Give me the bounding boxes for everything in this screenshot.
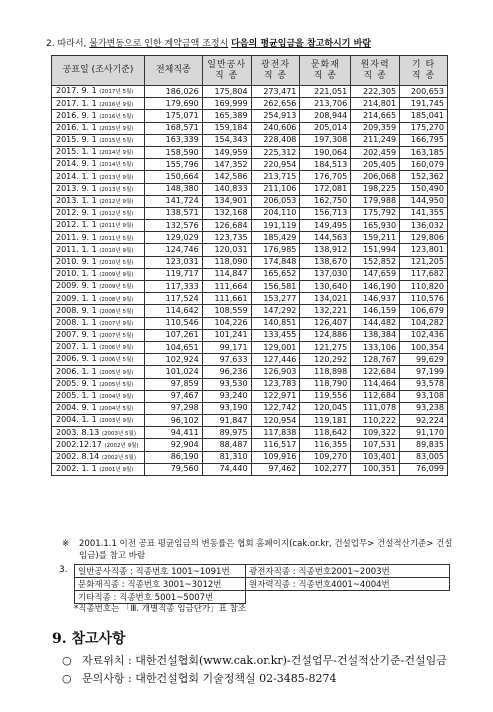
table-row	[52, 281, 448, 293]
table-row	[52, 98, 448, 110]
intro-line	[46, 36, 371, 49]
wage-cell: 132,221	[300, 305, 351, 317]
date-cell: 2016. 1. 1 (2015년 9월)	[52, 122, 145, 134]
wage-cell: 97,298	[144, 402, 202, 414]
wage-cell: 123,735	[202, 232, 251, 244]
wage-cell: 133,455	[251, 329, 300, 341]
wage-cell: 104,651	[144, 341, 202, 353]
wage-cell: 93,108	[400, 390, 448, 402]
wage-cell: 240,606	[251, 122, 300, 134]
wage-cell: 147,292	[251, 305, 300, 317]
wage-cell: 88,487	[202, 439, 251, 451]
wage-cell: 114,847	[202, 268, 251, 280]
wage-cell: 109,322	[351, 427, 400, 439]
wage-cell: 129,001	[251, 341, 300, 353]
wage-cell: 117,524	[144, 293, 202, 305]
wage-cell: 109,270	[300, 451, 351, 463]
wage-cell: 103,401	[351, 451, 400, 463]
wage-cell: 152,362	[400, 171, 448, 183]
wage-cell: 118,790	[300, 378, 351, 390]
wage-cell: 99,171	[202, 341, 251, 353]
wage-cell: 149,495	[300, 220, 351, 232]
table-row	[52, 256, 448, 268]
wage-cell: 102,924	[144, 354, 202, 366]
wage-cell: 126,903	[251, 366, 300, 378]
wage-cell: 169,999	[202, 98, 251, 110]
wage-cell: 190,064	[300, 146, 351, 158]
wage-cell: 205,405	[351, 159, 400, 171]
wage-cell: 184,513	[300, 159, 351, 171]
table-row	[52, 366, 448, 378]
wage-cell: 152,852	[351, 256, 400, 268]
wage-cell: 130,640	[300, 281, 351, 293]
code-cell: 광전자직종 : 직종번호2001~2003번	[246, 565, 450, 578]
wage-cell: 144,482	[351, 317, 400, 329]
wage-cell: 138,912	[300, 244, 351, 256]
wage-cell: 120,954	[251, 415, 300, 427]
table-row	[52, 110, 448, 122]
wage-cell: 159,211	[351, 232, 400, 244]
code-cell: 기타직종 : 직종번호 5001~5007번	[75, 591, 246, 604]
wage-cell: 101,024	[144, 366, 202, 378]
wage-cell: 111,078	[351, 402, 400, 414]
wage-cell: 97,199	[400, 366, 448, 378]
wage-cell: 74,440	[202, 463, 251, 475]
table-row	[52, 268, 448, 280]
wage-cell: 172,081	[300, 183, 351, 195]
wage-cell: 108,559	[202, 305, 251, 317]
wage-cell: 144,563	[300, 232, 351, 244]
wage-cell: 154,343	[202, 134, 251, 146]
wage-cell: 86,190	[144, 451, 202, 463]
wage-cell: 91,170	[400, 427, 448, 439]
wage-cell: 122,684	[351, 366, 400, 378]
wage-cell: 214,665	[351, 110, 400, 122]
date-cell: 2015. 9. 1 (2015년 5월)	[52, 134, 145, 146]
bullet-icon: ○	[62, 654, 72, 667]
wage-cell: 120,045	[300, 402, 351, 414]
wage-cell: 136,032	[400, 220, 448, 232]
date-cell: 2016. 9. 1 (2016년 5월)	[52, 110, 145, 122]
wage-cell: 116,517	[251, 439, 300, 451]
wage-cell: 162,750	[300, 195, 351, 207]
table-row	[75, 578, 450, 591]
wage-cell: 93,578	[400, 378, 448, 390]
wage-cell: 119,181	[300, 415, 351, 427]
wage-cell: 83,005	[400, 451, 448, 463]
date-cell: 2012. 9. 1 (2012년 5월)	[52, 207, 145, 219]
wage-cell: 126,407	[300, 317, 351, 329]
wage-cell: 117,682	[400, 268, 448, 280]
wage-cell: 94,411	[144, 427, 202, 439]
wage-cell: 92,904	[144, 439, 202, 451]
table-row	[52, 439, 448, 451]
table-row	[52, 134, 448, 146]
code-cell: 일반공사직종 : 직종번호 1001~1091번	[75, 565, 246, 578]
table-row	[52, 451, 448, 463]
date-cell: 2010. 1. 1 (2009년 9월)	[52, 268, 145, 280]
wage-cell: 220,954	[251, 159, 300, 171]
wage-cell: 119,556	[300, 390, 351, 402]
wage-cell: 205,014	[300, 122, 351, 134]
date-cell: 2017. 1. 1 (2016년 9월)	[52, 98, 145, 110]
reference-text: 문의사항 : 대한건설협회 기술정책실 02-3485-8274	[82, 672, 337, 685]
average-wage-table	[51, 55, 448, 476]
wage-cell: 206,053	[251, 195, 300, 207]
code-cell: 문화재직종 : 직종번호 3001~3012번	[75, 578, 246, 591]
wage-cell: 121,205	[400, 256, 448, 268]
wage-cell: 140,833	[202, 183, 251, 195]
wage-cell: 122,971	[251, 390, 300, 402]
date-cell: 2010. 9. 1 (2010년 5월)	[52, 256, 145, 268]
wage-cell: 273,471	[251, 86, 300, 98]
wage-cell: 129,029	[144, 232, 202, 244]
wage-cell: 110,576	[400, 293, 448, 305]
date-cell: 2006. 1. 1 (2005년 9월)	[52, 366, 145, 378]
wage-cell: 141,355	[400, 207, 448, 219]
date-cell: 2006. 9. 1 (2006년 5월)	[52, 354, 145, 366]
wage-cell: 151,994	[351, 244, 400, 256]
wage-cell: 120,292	[300, 354, 351, 366]
wage-cell: 119,717	[144, 268, 202, 280]
wage-cell: 109,916	[251, 451, 300, 463]
wage-cell: 124,746	[144, 244, 202, 256]
wage-cell: 104,282	[400, 317, 448, 329]
wage-cell: 175,792	[351, 207, 400, 219]
wage-cell: 254,913	[251, 110, 300, 122]
date-cell: 2002. 1. 1 (2001년 9월)	[52, 463, 145, 475]
wage-cell: 129,806	[400, 232, 448, 244]
table-row	[52, 402, 448, 414]
wage-cell: 211,249	[351, 134, 400, 146]
wage-cell: 165,652	[251, 268, 300, 280]
table-row	[52, 232, 448, 244]
wage-cell: 165,930	[351, 220, 400, 232]
wage-cell: 97,467	[144, 390, 202, 402]
wage-cell: 221,051	[300, 86, 351, 98]
table-row	[52, 220, 448, 232]
table-row	[52, 195, 448, 207]
reference-item	[62, 652, 447, 668]
date-cell: 2013. 1. 1 (2012년 9월)	[52, 195, 145, 207]
wage-cell: 99,629	[400, 354, 448, 366]
wage-cell: 126,684	[202, 220, 251, 232]
wage-cell: 160,079	[400, 159, 448, 171]
table-row	[52, 305, 448, 317]
wage-cell: 81,310	[202, 451, 251, 463]
date-cell: 2011. 1. 1 (2010년 9월)	[52, 244, 145, 256]
table-row	[52, 86, 448, 98]
wage-cell: 123,783	[251, 378, 300, 390]
wage-cell: 214,801	[351, 98, 400, 110]
wage-cell: 202,459	[351, 146, 400, 158]
wage-cell: 138,670	[300, 256, 351, 268]
date-cell: 2005. 9. 1 (2005년 5월)	[52, 378, 145, 390]
date-cell: 2005. 1. 1 (2004년 9월)	[52, 390, 145, 402]
wage-cell: 118,090	[202, 256, 251, 268]
wage-cell: 127,446	[251, 354, 300, 366]
wage-cell: 155,796	[144, 159, 202, 171]
wage-cell: 97,633	[202, 354, 251, 366]
wage-cell: 174,848	[251, 256, 300, 268]
wage-cell: 116,355	[300, 439, 351, 451]
wage-cell: 163,185	[400, 146, 448, 158]
wage-cell: 96,236	[202, 366, 251, 378]
wage-cell: 213,715	[251, 171, 300, 183]
wage-cell: 148,380	[144, 183, 202, 195]
wage-cell: 186,026	[144, 86, 202, 98]
table-row	[52, 463, 448, 475]
wage-cell: 121,275	[300, 341, 351, 353]
date-cell: 2007. 1. 1 (2006년 9월)	[52, 341, 145, 353]
intro-bold: 다음의 평균임금을 참고하시기 바람	[231, 39, 371, 49]
date-cell: 2007. 9. 1 (2007년 5월)	[52, 329, 145, 341]
wage-cell: 191,119	[251, 220, 300, 232]
wage-cell: 106,679	[400, 305, 448, 317]
wage-cell: 132,576	[144, 220, 202, 232]
wage-cell: 110,820	[400, 281, 448, 293]
header-electronics: 광전자 직 종	[251, 56, 300, 86]
table-row	[52, 390, 448, 402]
date-cell: 2013. 9. 1 (2013년 5월)	[52, 183, 145, 195]
section3-number: 3.	[59, 565, 68, 575]
wage-cell: 93,238	[400, 402, 448, 414]
wage-cell: 107,531	[351, 439, 400, 451]
wage-cell: 133,106	[351, 341, 400, 353]
wage-cell: 137,030	[300, 268, 351, 280]
job-code-table	[74, 564, 450, 604]
header-all: 전체직종	[144, 56, 202, 86]
wage-cell: 146,159	[351, 305, 400, 317]
wage-cell: 222,305	[351, 86, 400, 98]
date-cell: 2014. 9. 1 (2014년 5월)	[52, 159, 145, 171]
wage-cell: 185,429	[251, 232, 300, 244]
table-row	[52, 341, 448, 353]
wage-cell: 100,351	[351, 463, 400, 475]
wage-cell: 165,389	[202, 110, 251, 122]
wage-cell: 122,742	[251, 402, 300, 414]
wage-cell: 175,071	[144, 110, 202, 122]
wage-cell: 107,261	[144, 329, 202, 341]
date-cell: 2009. 9. 1 (2009년 5월)	[52, 281, 145, 293]
table-header-row	[52, 56, 448, 86]
table-row	[52, 146, 448, 158]
date-cell: 2017. 9. 1 (2017년 5월)	[52, 86, 145, 98]
wage-cell: 97,462	[251, 463, 300, 475]
wage-cell: 179,690	[144, 98, 202, 110]
note-text: 2001.1.1 이전 공표 평균임금의 변동률은 협회 홈페이지(cak.or.kr, 건설업무> 건설적산기준> 건설임금)를 참고 바람	[79, 539, 453, 561]
wage-cell: 176,985	[251, 244, 300, 256]
wage-cell: 185,041	[400, 110, 448, 122]
table-row	[52, 207, 448, 219]
wage-cell: 208,944	[300, 110, 351, 122]
date-cell: 2008. 1. 1 (2007년 9월)	[52, 317, 145, 329]
bullet-icon: ○	[62, 672, 72, 685]
wage-cell: 114,642	[144, 305, 202, 317]
wage-cell: 118,642	[300, 427, 351, 439]
table-row	[52, 427, 448, 439]
wage-cell: 209,359	[351, 122, 400, 134]
wage-cell: 144,950	[400, 195, 448, 207]
header-heritage: 문화재 직 종	[300, 56, 351, 86]
wage-cell: 147,659	[351, 268, 400, 280]
table-row	[52, 122, 448, 134]
wage-cell: 117,333	[144, 281, 202, 293]
wage-cell: 111,664	[202, 281, 251, 293]
table-row	[52, 354, 448, 366]
wage-cell: 96,102	[144, 415, 202, 427]
wage-cell: 101,241	[202, 329, 251, 341]
code-footnote: *직종번호는 「Ⅲ. 개별직종 임금단가」표 참조	[74, 604, 246, 614]
wage-cell: 228,408	[251, 134, 300, 146]
wage-cell: 159,184	[202, 122, 251, 134]
wage-cell: 158,590	[144, 146, 202, 158]
header-general: 일반공사 직 종	[202, 56, 251, 86]
wage-cell: 117,838	[251, 427, 300, 439]
date-cell: 2004. 9. 1 (2004년 5월)	[52, 402, 145, 414]
wage-cell: 97,859	[144, 378, 202, 390]
wage-cell: 197,308	[300, 134, 351, 146]
wage-cell: 79,560	[144, 463, 202, 475]
wage-cell: 134,021	[300, 293, 351, 305]
date-cell: 2015. 1. 1 (2014년 9월)	[52, 146, 145, 158]
table-row	[75, 565, 450, 578]
empty-cell	[246, 591, 450, 604]
wage-cell: 213,706	[300, 98, 351, 110]
wage-cell: 146,937	[351, 293, 400, 305]
intro-underlined: 물가변동으로 인한 계약금액 조정시	[89, 39, 229, 49]
table-row	[52, 317, 448, 329]
wage-cell: 89,975	[202, 427, 251, 439]
table-row	[52, 378, 448, 390]
date-cell: 2009. 1. 1 (2008년 9월)	[52, 293, 145, 305]
wage-cell: 166,795	[400, 134, 448, 146]
date-cell: 2008. 9. 1 (2008년 5월)	[52, 305, 145, 317]
wage-cell: 102,277	[300, 463, 351, 475]
wage-cell: 92,224	[400, 415, 448, 427]
intro-prefix: 2. 따라서,	[46, 39, 90, 49]
code-cell: 원자력직종 : 직종번호4001~4004번	[246, 578, 450, 591]
header-date: 공표일 (조사기준)	[52, 56, 145, 86]
wage-cell: 175,270	[400, 122, 448, 134]
reference-item	[62, 670, 337, 686]
table-row	[52, 329, 448, 341]
wage-cell: 150,664	[144, 171, 202, 183]
wage-cell: 204,110	[251, 207, 300, 219]
table-row	[52, 159, 448, 171]
wage-cell: 112,684	[351, 390, 400, 402]
wage-cell: 123,801	[400, 244, 448, 256]
wage-cell: 120,031	[202, 244, 251, 256]
table-row	[52, 415, 448, 427]
wage-cell: 156,713	[300, 207, 351, 219]
date-cell: 2011. 9. 1 (2011년 5월)	[52, 232, 145, 244]
date-cell: 2002. 8.14 (2002년 5월)	[52, 451, 145, 463]
wage-cell: 179,988	[351, 195, 400, 207]
wage-cell: 110,546	[144, 317, 202, 329]
wage-cell: 149,959	[202, 146, 251, 158]
wage-cell: 118,898	[300, 366, 351, 378]
wage-cell: 142,586	[202, 171, 251, 183]
wage-cell: 134,901	[202, 195, 251, 207]
wage-cell: 91,847	[202, 415, 251, 427]
wage-cell: 156,581	[251, 281, 300, 293]
wage-cell: 93,190	[202, 402, 251, 414]
table-row	[52, 183, 448, 195]
wage-cell: 93,530	[202, 378, 251, 390]
header-other: 기 타 직 종	[400, 56, 448, 86]
date-cell: 2004. 1. 1 (2003년 9월)	[52, 415, 145, 427]
wage-cell: 132,168	[202, 207, 251, 219]
wage-cell: 176,705	[300, 171, 351, 183]
wage-cell: 150,490	[400, 183, 448, 195]
header-nuclear: 원자력 직 종	[351, 56, 400, 86]
wage-cell: 138,384	[351, 329, 400, 341]
wage-cell: 110,222	[351, 415, 400, 427]
wage-cell: 147,352	[202, 159, 251, 171]
wage-cell: 89,835	[400, 439, 448, 451]
wage-cell: 102,436	[400, 329, 448, 341]
wage-cell: 111,661	[202, 293, 251, 305]
wage-cell: 206,068	[351, 171, 400, 183]
note-mark: ※	[62, 539, 70, 549]
wage-cell: 138,571	[144, 207, 202, 219]
wage-cell: 175,804	[202, 86, 251, 98]
section9-title: 9. 참고사항	[52, 631, 126, 647]
wage-cell: 124,886	[300, 329, 351, 341]
wage-cell: 200,653	[400, 86, 448, 98]
wage-cell: 153,277	[251, 293, 300, 305]
date-cell: 2012. 1. 1 (2011년 9월)	[52, 220, 145, 232]
wage-cell: 191,745	[400, 98, 448, 110]
date-cell: 2014. 1. 1 (2013년 9월)	[52, 171, 145, 183]
wage-cell: 128,767	[351, 354, 400, 366]
reference-text: 자료위치 : 대한건설협회(www.cak.or.kr)-건설업무-건설적산기준-건설임금	[82, 654, 447, 667]
table-row	[52, 244, 448, 256]
wage-cell: 114,464	[351, 378, 400, 390]
wage-cell: 140,851	[251, 317, 300, 329]
wage-cell: 211,106	[251, 183, 300, 195]
wage-cell: 163,339	[144, 134, 202, 146]
wage-cell: 225,312	[251, 146, 300, 158]
wage-cell: 168,571	[144, 122, 202, 134]
wage-cell: 123,031	[144, 256, 202, 268]
wage-cell: 198,225	[351, 183, 400, 195]
wage-cell: 141,724	[144, 195, 202, 207]
wage-cell: 93,240	[202, 390, 251, 402]
date-cell: 2002.12.17 (2002년 9월)	[52, 439, 145, 451]
wage-cell: 104,226	[202, 317, 251, 329]
wage-cell: 76,099	[400, 463, 448, 475]
date-cell: 2003. 8.13 (2003년 5월)	[52, 427, 145, 439]
wage-cell: 100,354	[400, 341, 448, 353]
wage-cell: 262,656	[251, 98, 300, 110]
wage-cell: 146,190	[351, 281, 400, 293]
table-row	[52, 293, 448, 305]
table-row	[52, 171, 448, 183]
